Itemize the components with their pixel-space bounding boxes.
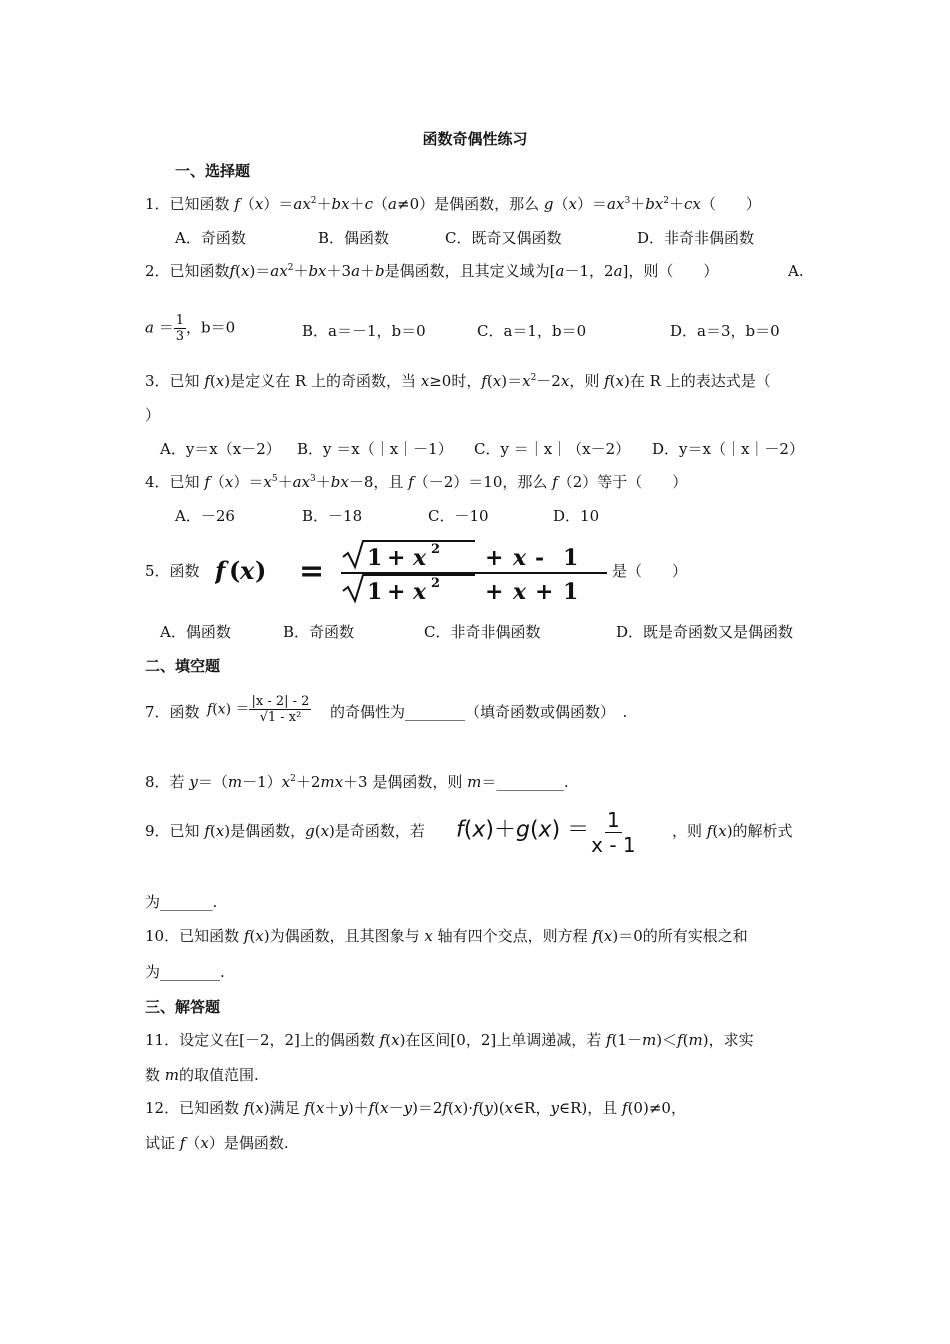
question-4-option-c: C．－10: [428, 507, 489, 525]
question-9-formula: f(x)＋g(x) ＝ $\frac{1}{x - 1}$: [456, 808, 636, 857]
question-12-line2: 试证 f（x）是偶函数.: [145, 1134, 289, 1152]
svg-text:+: +: [387, 545, 406, 571]
question-5-option-b: B．奇函数: [283, 623, 355, 641]
question-2-option-b: B．a＝－1，b＝0: [302, 322, 426, 340]
svg-text:-: -: [535, 545, 545, 571]
question-5-stem-end: 是（ ）: [612, 562, 688, 580]
svg-text:x: x: [413, 579, 427, 605]
svg-text:x: x: [513, 579, 527, 605]
question-1-option-c: C．既奇又偶函数: [445, 229, 562, 247]
question-1-stem: 1．已知函数 $f(x)=ax^2+bx+c(a\ne 0)$是偶函数，那么 $g(x)=ax^3+bx^2+cx$（ ）: [145, 195, 761, 213]
section-heading-fill: 二、填空题: [145, 657, 221, 675]
svg-text:): ): [255, 556, 267, 585]
question-3-option-c: C．y ＝｜x｜（x－2）: [474, 440, 631, 458]
svg-text:1: 1: [367, 545, 383, 571]
question-8: 8．若 $y=(m-1)x^2+2mx+3$ 是偶函数，则 m＝_________.: [145, 773, 569, 791]
question-5-stem: 5．函数: [145, 562, 200, 580]
question-4-stem: 4．已知 $f(x)=x^5+ax^3+bx-8$，且 f（－2）＝10，那么 f（2）等于（ ）: [145, 473, 688, 491]
question-1-option-d: D．非奇非偶函数: [637, 229, 755, 247]
question-5-formula-graphic: [215, 537, 610, 605]
svg-text:(: (: [229, 556, 241, 585]
question-2-stem: 2．已知函数$f(x)=ax^2+bx+3a+b$是偶函数，且其定义域为[a－1，2a]，则（ ）: [145, 262, 719, 280]
svg-text:+: +: [387, 579, 406, 605]
question-5-option-d: D．既是奇函数又是偶函数: [616, 623, 794, 641]
svg-text:1: 1: [563, 579, 579, 605]
svg-text:x: x: [513, 545, 527, 571]
question-12-line1: 12．已知函数 f(x)满足 f(x＋y)＋f(x－y)＝2f(x)·f(y)(x∈R，y∈R)，且 f(0)≠0，: [145, 1099, 686, 1117]
question-7-formula: f(x) ＝ $\frac{|x - 2| - 2}{\text{√1 - x²}}$: [207, 694, 310, 725]
question-5-formula: [215, 537, 610, 605]
svg-text:f: f: [215, 556, 226, 585]
question-2-option-a-label: A.: [788, 262, 804, 280]
section-heading-choice: 一、选择题: [175, 162, 251, 180]
question-2-option-a: a ＝ $\frac{1}{3}$ ，b＝0: [145, 313, 236, 344]
question-1-option-a: A．奇函数: [175, 229, 246, 247]
question-9-stem-end: ，则 f(x)的解析式: [672, 822, 793, 840]
question-4-option-d: D．10: [553, 507, 600, 525]
question-3-stem-close: ）: [145, 406, 161, 424]
question-10-line2: 为________.: [145, 963, 225, 981]
svg-text:2: 2: [431, 576, 441, 591]
question-2-option-c: C．a＝1，b＝0: [477, 322, 587, 340]
svg-text:+: +: [485, 545, 504, 571]
question-4-option-a: A．－26: [175, 507, 235, 525]
section-heading-solve: 三、解答题: [145, 998, 221, 1016]
question-7-stem-end: 的奇偶性为________（填奇函数或偶函数） .: [330, 703, 628, 721]
question-5-option-a: A．偶函数: [160, 623, 231, 641]
svg-text:=: =: [299, 554, 325, 589]
question-3-stem: 3．已知 f(x)是定义在 R 上的奇函数，当 x≥0时，$f(x)=x^2-2x$，则 f(x)在 R 上的表达式是（: [145, 372, 771, 390]
question-9-stem: 9．已知 f(x)是偶函数，g(x)是奇函数，若: [145, 822, 425, 840]
question-1-option-b: B．偶函数: [318, 229, 390, 247]
question-11-line1: 11．设定义在[－2，2]上的偶函数 f(x)在区间[0，2]上单调递减，若 f(1－m)＜f(m)，求实: [145, 1031, 754, 1049]
svg-text:1: 1: [563, 545, 579, 571]
question-3-option-b: B．y ＝x（｜x｜－1）: [297, 440, 453, 458]
question-2-option-d: D．a＝3，b＝0: [670, 322, 780, 340]
svg-text:x: x: [413, 545, 427, 571]
svg-text:+: +: [535, 579, 554, 605]
question-11-line2: 数 m的取值范围.: [145, 1066, 259, 1084]
question-9-line2: 为_______.: [145, 893, 218, 911]
question-5-option-c: C．非奇非偶函数: [424, 623, 541, 641]
question-7-stem: 7．函数: [145, 703, 200, 721]
question-3-option-a: A．y＝x（x－2）: [160, 440, 281, 458]
question-3-option-d: D．y＝x（｜x｜－2）: [652, 440, 804, 458]
svg-text:x: x: [240, 556, 255, 585]
svg-text:+: +: [485, 579, 504, 605]
question-10-line1: 10．已知函数 f(x)为偶函数，且其图象与 x 轴有四个交点，则方程 f(x)＝0的所有实根之和: [145, 927, 748, 945]
question-4-option-b: B．－18: [302, 507, 363, 525]
page-title: 函数奇偶性练习: [422, 130, 528, 148]
svg-text:1: 1: [367, 579, 383, 605]
svg-text:2: 2: [431, 542, 441, 557]
